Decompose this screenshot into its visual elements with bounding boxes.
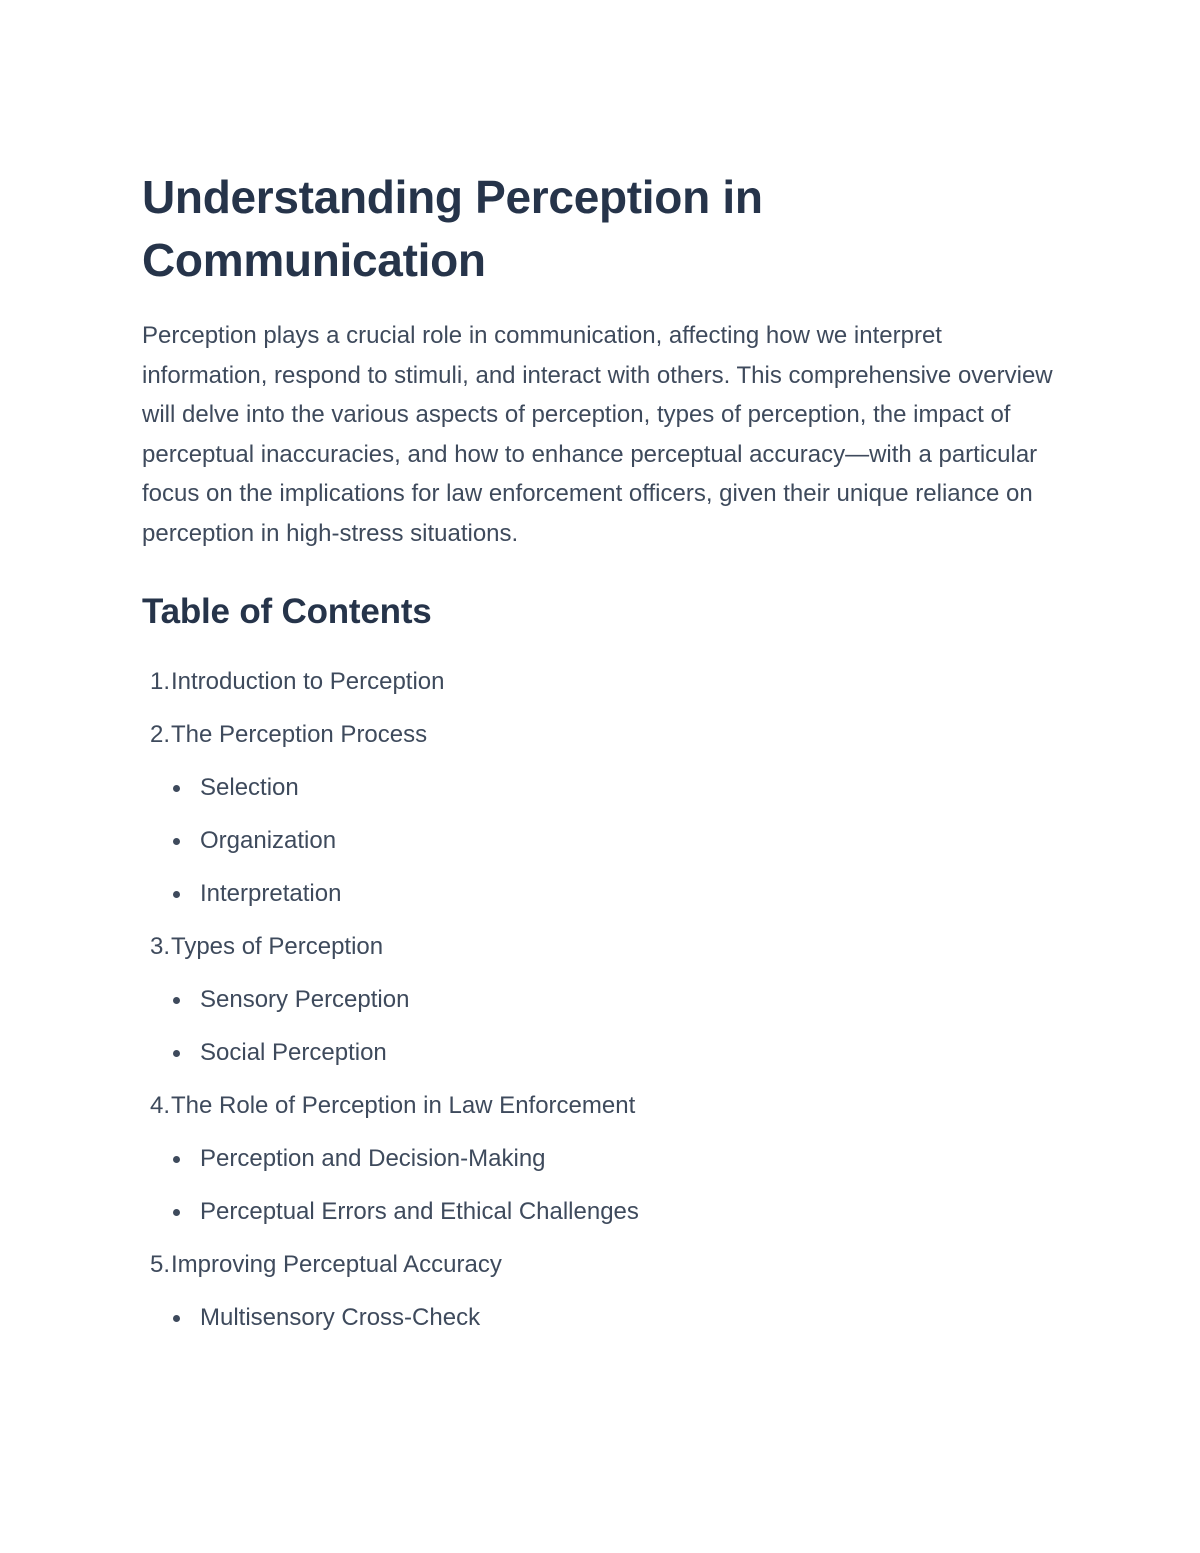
toc-item[interactable] — [142, 656, 1062, 709]
intro-paragraph: Perception plays a crucial role in communication, affecting how we interpret information, respond to stimuli, and interact with others. This comprehensive overview will delve into the various aspects of perception, types of perception, the impact of perceptual inaccuracies, and how to enhance perceptual accuracy—with a particular focus on the implications for law enforcement officers, given their unique reliance on perception in high-stress situations. — [142, 322, 1053, 547]
toc-item-number: 1. — [149, 668, 170, 696]
toc-item-label: Improving Perceptual Accuracy — [171, 1251, 502, 1279]
bullet-icon — [173, 785, 180, 792]
toc-section-1 — [142, 656, 1062, 709]
toc-subitem[interactable] — [142, 1133, 1062, 1186]
toc-section-2 — [142, 709, 1062, 921]
toc-section-5 — [142, 1239, 1062, 1345]
toc-item-label: Introduction to Perception — [171, 668, 445, 696]
toc-subitem[interactable] — [142, 762, 1062, 815]
toc-subitem-label: Perception and Decision-Making — [200, 1145, 546, 1173]
toc-heading: Table of Contents — [142, 591, 432, 631]
toc-subitem[interactable] — [142, 1292, 1062, 1345]
toc-item-label: The Role of Perception in Law Enforcement — [171, 1092, 636, 1120]
bullet-icon — [173, 891, 180, 898]
toc-subitem-label: Organization — [200, 827, 337, 855]
toc-subitem-label: Multisensory Cross-Check — [200, 1304, 481, 1332]
table-of-contents — [142, 656, 1062, 1345]
bullet-icon — [173, 1315, 180, 1322]
toc-item-number: 5. — [149, 1251, 170, 1279]
page-title: Understanding Perception in Communication — [142, 171, 763, 286]
toc-subitem[interactable] — [142, 974, 1062, 1027]
toc-item[interactable] — [142, 921, 1062, 974]
bullet-icon — [173, 997, 180, 1004]
toc-section-4 — [142, 1080, 1062, 1239]
toc-subitem-label: Sensory Perception — [200, 986, 410, 1014]
toc-item[interactable] — [142, 709, 1062, 762]
toc-item-number: 4. — [149, 1092, 170, 1120]
toc-section-3 — [142, 921, 1062, 1080]
toc-sublist — [142, 974, 1062, 1080]
document-page — [142, 166, 1062, 1345]
toc-item-number: 3. — [149, 933, 170, 961]
toc-subitem-label: Perceptual Errors and Ethical Challenges — [200, 1198, 639, 1226]
bullet-icon — [173, 1156, 180, 1163]
toc-subitem[interactable] — [142, 1186, 1062, 1239]
toc-item-label: Types of Perception — [171, 933, 384, 961]
toc-item[interactable] — [142, 1239, 1062, 1292]
toc-item-number: 2. — [149, 721, 170, 749]
toc-subitem-label: Selection — [200, 774, 299, 802]
toc-item-label: The Perception Process — [171, 721, 428, 749]
toc-sublist — [142, 762, 1062, 921]
toc-sublist — [142, 1292, 1062, 1345]
toc-sublist — [142, 1133, 1062, 1239]
toc-subitem[interactable] — [142, 868, 1062, 921]
toc-subitem[interactable] — [142, 815, 1062, 868]
toc-subitem[interactable] — [142, 1027, 1062, 1080]
bullet-icon — [173, 838, 180, 845]
toc-item[interactable] — [142, 1080, 1062, 1133]
toc-subitem-label: Social Perception — [200, 1039, 387, 1067]
bullet-icon — [173, 1209, 180, 1216]
toc-subitem-label: Interpretation — [200, 880, 342, 908]
bullet-icon — [173, 1050, 180, 1057]
